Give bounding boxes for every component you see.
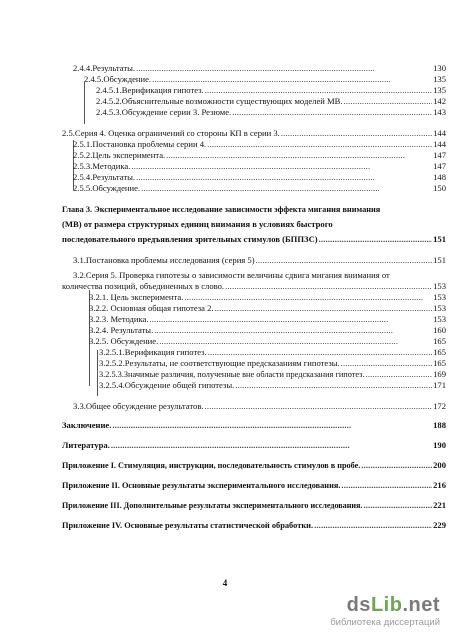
toc-entry[interactable]: 2.5.2.Цель эксперимента. . . . 147 xyxy=(73,150,446,161)
toc-entry[interactable]: 3.1.Постановка проблемы исследования (серия 5) . . . 151 xyxy=(73,255,446,266)
toc-entry[interactable]: 2.5.4.Результаты. . . . 148 xyxy=(73,172,446,183)
toc-entry[interactable]: 2.5.1.Постановка проблемы серии 4. . . . 144 xyxy=(73,139,446,150)
toc-entry[interactable]: количества позиций, объединенных в слово. . . . 153 xyxy=(62,281,446,292)
watermark-logo: dsLib.net xyxy=(346,594,440,616)
toc-entry[interactable]: 3.2.5.4.Обсуждение общей гипотезы. . . . 171 xyxy=(99,380,446,391)
toc-entry[interactable]: 3.2.5.3.Значимые различия, полученные вне области предсказания гипотез. . . . 169 xyxy=(99,369,446,380)
toc-entry[interactable]: 3.3.Общее обсуждение результатов. . . . 172 xyxy=(73,401,446,412)
toc-entry-text: 3.2.Серия 5. Проверка гипотезы о зависимости величины сдвига мигания внимания от xyxy=(73,270,390,280)
toc-entry[interactable]: 3.2.3. Методика. . . . 153 xyxy=(89,314,446,325)
toc-entry[interactable]: 3.2.1. Цель эксперимента. . . . 153 xyxy=(89,292,446,303)
watermark[interactable] xyxy=(330,594,440,628)
toc-entry-chapter[interactable]: последовательного предъявления зрительных стимулов (БППЗС) . . . 151 xyxy=(62,234,446,245)
toc-entry-literature[interactable]: Литература. . . . 190 xyxy=(62,440,446,451)
toc-entry[interactable]: 3.2.5.1.Верификация гипотез. . . . 165 xyxy=(99,347,446,358)
toc-entry[interactable]: 2.4.5.1.Верификация гипотез. . . . 135 xyxy=(96,85,446,96)
toc-entry[interactable]: 2.5.5.Обсуждение. . . . 150 xyxy=(73,183,446,194)
toc-entry[interactable]: 3.2.5. Обсуждение. . . . 165 xyxy=(89,336,446,347)
chapter-heading: (МВ) от размера структурных единиц внимания в условиях быстрого xyxy=(62,219,333,229)
toc-entry-appendix-3[interactable]: Приложение III. Дополнительные результаты экспериментального исследования. . . . 221 xyxy=(62,500,446,511)
toc-entry[interactable]: 2.4.5.3.Обсуждение серии 3. Резюме. . . . 143 xyxy=(96,107,446,118)
chapter-heading: Глава 3. Экспериментальное исследование зависимости эффекта мигания внимания xyxy=(62,205,381,214)
toc-entry-appendix-2[interactable]: Приложение II. Основные результаты экспериментального исследования. . . . 216 xyxy=(62,480,446,491)
watermark-subtitle: библиотека диссертаций xyxy=(330,617,440,628)
toc-connector xyxy=(84,82,85,124)
toc-connector xyxy=(97,350,98,396)
toc-entry[interactable]: 2.4.4.Результаты. . . . 130 xyxy=(73,63,446,74)
toc-entry[interactable]: 2.4.5.Обсуждение. . . . 135 xyxy=(84,74,446,85)
toc-entry-appendix-4[interactable]: Приложение IV. Основные результаты статистической обработки. . . . 229 xyxy=(62,520,446,531)
toc-entry[interactable]: 3.2.5.2.Результаты, не соответствующие предсказаниям гипотезы. . . . 165 xyxy=(99,358,446,369)
toc-entry[interactable]: 2.4.5.2.Объяснительные возможности существующих моделей МВ. . . . 142 xyxy=(96,96,446,107)
toc-entry[interactable]: 2.5.Серия 4. Оценка ограничений со стороны КП в серии 3. . . . 144 xyxy=(62,128,446,139)
toc-entry[interactable]: 3.2.4. Результаты. . . . 160 xyxy=(89,325,446,336)
toc-entry-appendix-1[interactable]: Приложение I. Стимуляция, инструкции, последовательность стимулов в пробе. . . . 200 xyxy=(62,460,446,471)
toc-entry[interactable]: 3.2.2. Основная общая гипотеза 2. . . . 153 xyxy=(89,303,446,314)
page-number: 4 xyxy=(222,578,228,588)
toc-entry[interactable]: 2.5.3.Методика. . . . 147 xyxy=(73,161,446,172)
toc-entry-conclusion[interactable]: Заключение. . . . 188 xyxy=(62,420,446,431)
